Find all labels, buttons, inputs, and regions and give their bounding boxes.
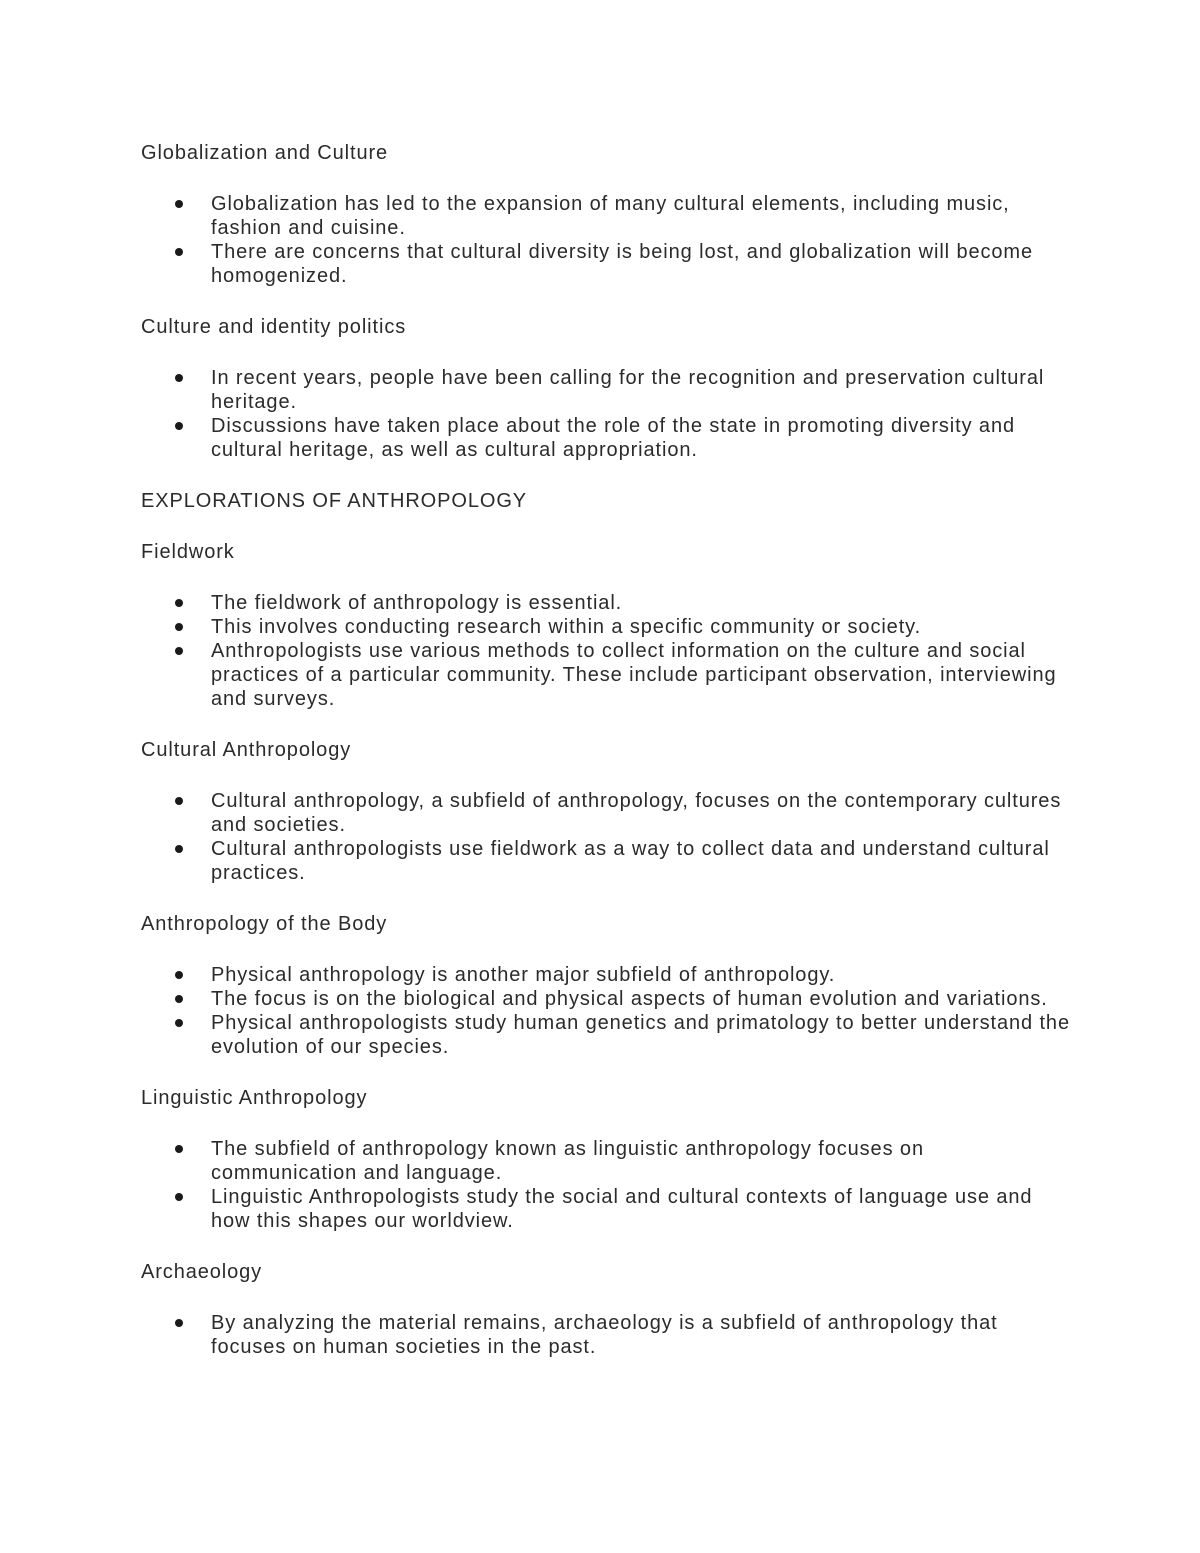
list-item-text: The fieldwork of anthropology is essential. [211,592,623,614]
bullet-list [141,591,1071,711]
list-item [141,1137,1071,1185]
list-item [141,789,1071,837]
bullet-icon [175,374,183,382]
list-item-text: Cultural anthropology, a subfield of anthropology, focuses on the contemporary cultures and societies. [211,790,1062,836]
bullet-icon [175,845,183,853]
bullet-list [141,1137,1071,1233]
bullet-icon [175,1319,183,1327]
section-heading: Culture and identity politics [141,316,407,338]
list-item-text: Globalization has led to the expansion of many cultural elements, including music, fashion and cuisine. [211,193,1010,239]
bullet-list [141,366,1071,462]
list-item [141,639,1071,711]
list-item [141,1185,1071,1233]
bullet-icon [175,797,183,805]
list-item [141,615,1071,639]
list-item-text: Anthropologists use various methods to collect information on the culture and social practices of a particular community. These include participant observation, interviewing and surveys. [211,640,1057,710]
bullet-icon [175,599,183,607]
list-item-text: This involves conducting research within a specific community or society. [211,616,922,638]
section-heading: Globalization and Culture [141,142,389,164]
bullet-icon [175,623,183,631]
bullet-icon [175,647,183,655]
list-item-text: Discussions have taken place about the role of the state in promoting diversity and cultural heritage, as well as cultural appropriation. [211,415,1016,461]
section-heading: Fieldwork [141,541,235,563]
bullet-list [141,1311,1071,1359]
section-heading: Cultural Anthropology [141,739,352,761]
bullet-icon [175,248,183,256]
bullet-list [141,789,1071,885]
list-item [141,987,1071,1011]
list-item-text: Physical anthropology is another major subfield of anthropology. [211,964,836,986]
list-item [141,837,1071,885]
list-item [141,240,1071,288]
section-heading: EXPLORATIONS OF ANTHROPOLOGY [141,490,528,512]
list-item [141,1011,1071,1059]
list-item-text: By analyzing the material remains, archaeology is a subfield of anthropology that focuses on human societies in the past. [211,1312,998,1358]
list-item-text: In recent years, people have been calling for the recognition and preservation cultural heritage. [211,367,1045,413]
list-item-text: The focus is on the biological and physical aspects of human evolution and variations. [211,988,1048,1010]
list-item-text: There are concerns that cultural diversity is being lost, and globalization will become homogenized. [211,241,1034,287]
list-item [141,591,1071,615]
bullet-icon [175,1145,183,1153]
section-heading: Archaeology [141,1261,263,1283]
bullet-icon [175,971,183,979]
section-heading: Anthropology of the Body [141,913,388,935]
bullet-icon [175,200,183,208]
bullet-icon [175,995,183,1003]
document-page [141,141,1071,1386]
list-item [141,414,1071,462]
bullet-icon [175,1193,183,1201]
list-item [141,963,1071,987]
list-item-text: Linguistic Anthropologists study the social and cultural contexts of language use and how this shapes our worldview. [211,1186,1033,1232]
section-heading: Linguistic Anthropology [141,1087,368,1109]
list-item [141,192,1071,240]
list-item-text: Cultural anthropologists use fieldwork as a way to collect data and understand cultural practices. [211,838,1050,884]
bullet-list [141,192,1071,288]
bullet-icon [175,422,183,430]
bullet-icon [175,1019,183,1027]
list-item [141,1311,1071,1359]
bullet-list [141,963,1071,1059]
list-item-text: Physical anthropologists study human genetics and primatology to better understand the evolution of our species. [211,1012,1070,1058]
list-item-text: The subfield of anthropology known as linguistic anthropology focuses on communication and language. [211,1138,924,1184]
list-item [141,366,1071,414]
